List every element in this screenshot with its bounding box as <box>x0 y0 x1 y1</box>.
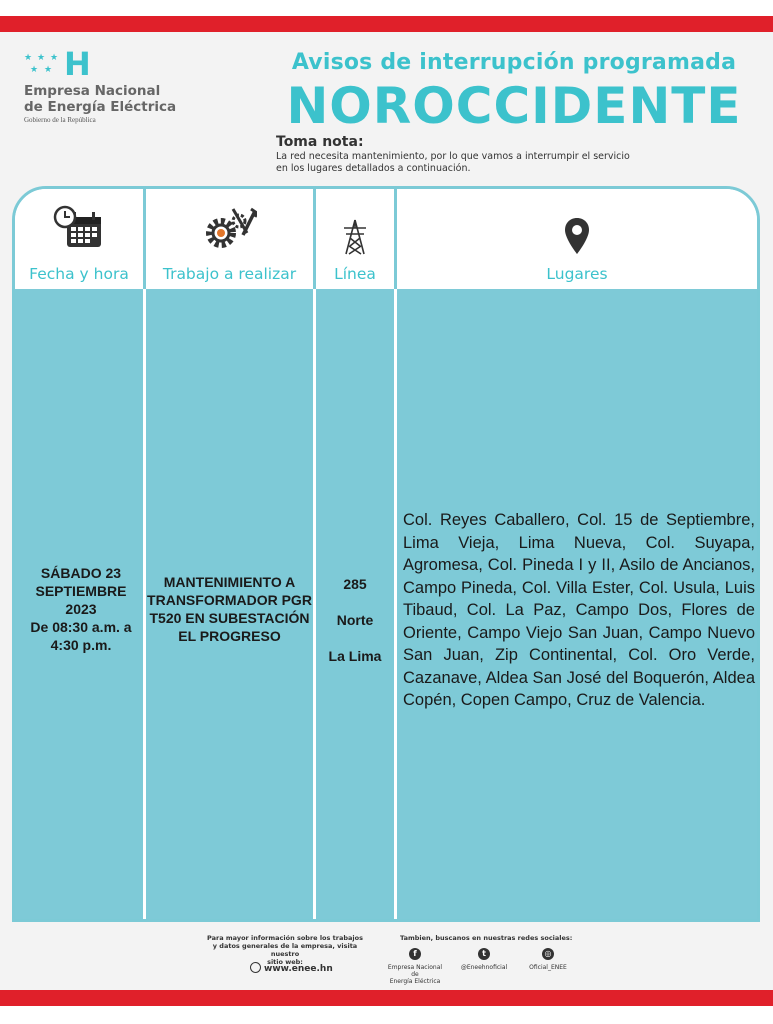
logo-stars: ★ ★ ★ ★ ★ <box>24 53 59 75</box>
cell-line: 285 Norte La Lima <box>328 576 382 664</box>
note-heading: Toma nota: <box>276 134 364 150</box>
bottom-red-bar <box>0 990 773 1006</box>
header-line <box>316 189 394 289</box>
gears-wrench-icon <box>203 207 257 255</box>
cell-work: MANTENIMIENTO A TRANSFORMADOR PGR T520 EN SUBESTACIÓN EL PROGRESO <box>147 574 312 644</box>
cell-places: Col. Reyes Caballero, Col. 15 de Septiembre, Lima Vieja, Lima Nueva, Col. Suyapa, Agromesa, Col. Pineda I y II, Asilo de Ancianos, Campo Pineda, Col. Villa Ester, Col. Usula, Luis Tibaud, Col. La Paz, Campo Dos, Flores de Oriente, Campo Viejo San Juan, Campo Nuevo San Juan, Zip Continental, Col. Oro Verde, Cazanave, Aldea San José del Boquerón, Aldea Copén, Copen Campo, Cruz de Valencia. <box>403 511 755 709</box>
social-heading: Tambien, buscanos en nuestras redes sociales: <box>400 934 573 942</box>
instagram-icon: ◎ <box>542 948 554 960</box>
footer-info: Para mayor información sobre los trabajos y datos generales de la empresa, visita nuestro sitio web: <box>207 934 363 966</box>
column-divider <box>394 289 397 922</box>
header-line-label: Línea <box>334 265 376 283</box>
company-name: Empresa Nacional de Energía Eléctrica <box>24 83 177 115</box>
power-tower-icon <box>342 219 368 259</box>
website-link[interactable]: www.enee.hn <box>250 962 333 974</box>
cell-date: SÁBADO 23 SEPTIEMBRE 2023 De 08:30 a.m. a 4:30 p.m. <box>30 565 132 653</box>
facebook-icon: f <box>409 948 421 960</box>
globe-icon <box>250 962 261 973</box>
outage-table <box>12 186 760 922</box>
top-red-bar <box>0 16 773 32</box>
region-title: NOROCCIDENTE <box>286 77 742 135</box>
header-places <box>397 189 757 289</box>
calendar-clock-icon <box>53 205 105 255</box>
header-work-label: Trabajo a realizar <box>162 265 297 283</box>
header-date <box>15 189 143 289</box>
notice-title: Avisos de interrupción programada <box>291 50 737 75</box>
location-pin-icon <box>564 217 590 259</box>
twitter-link[interactable]: t @Eneehnoficial <box>460 949 508 971</box>
header-places-label: Lugares <box>546 265 608 283</box>
note-text: La red necesita mantenimiento, por lo que vamos a interrumpir el servicio en los lugares detallados a continuación. <box>276 151 630 174</box>
twitter-icon: t <box>478 948 490 960</box>
facebook-link[interactable]: f Empresa Nacional de Energía Eléctrica <box>387 949 443 985</box>
header-work <box>146 189 313 289</box>
logo-mark: H <box>64 45 91 83</box>
instagram-link[interactable]: ◎ Oficial_ENEE <box>529 949 567 971</box>
header-date-label: Fecha y hora <box>29 265 129 283</box>
government-label: Gobierno de la República <box>24 116 96 124</box>
